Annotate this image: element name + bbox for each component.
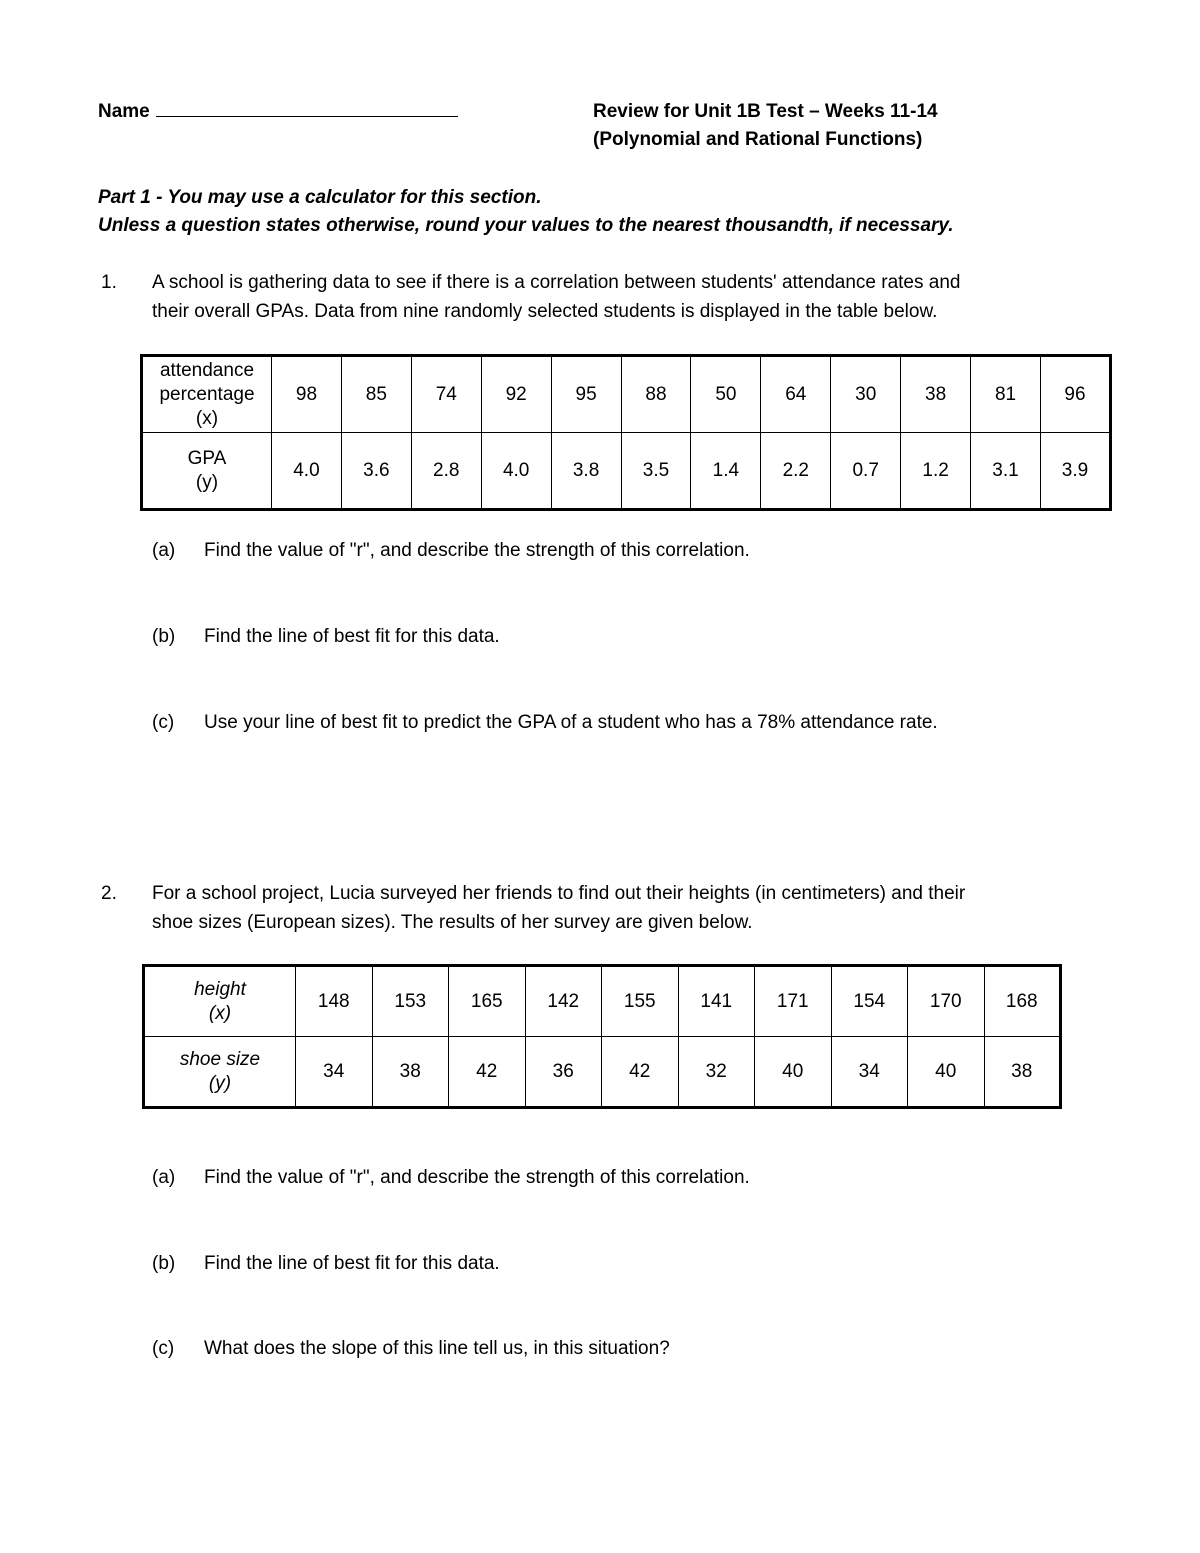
title-line-1: Review for Unit 1B Test – Weeks 11-14 bbox=[593, 101, 938, 122]
table-cell: 40 bbox=[908, 1037, 985, 1108]
table-cell: 32 bbox=[678, 1037, 755, 1108]
table-cell: 0.7 bbox=[831, 433, 901, 510]
table-cell: 165 bbox=[449, 966, 526, 1037]
table-cell: 155 bbox=[602, 966, 679, 1037]
q2-part-b bbox=[152, 1250, 1112, 1278]
table-cell: 38 bbox=[984, 1037, 1061, 1108]
q2-prompt-line-2: shoe sizes (European sizes). The results of her survey are given below. bbox=[152, 912, 753, 933]
instructions bbox=[98, 184, 954, 240]
table-cell: 98 bbox=[272, 356, 342, 433]
name-label: Name bbox=[98, 101, 150, 122]
q1-row-x bbox=[142, 356, 1111, 433]
name-blank[interactable] bbox=[156, 100, 458, 117]
q1-row-y bbox=[142, 433, 1111, 510]
q2-number: 2. bbox=[101, 883, 117, 904]
table-cell: 34 bbox=[296, 1037, 373, 1108]
table-cell: 34 bbox=[831, 1037, 908, 1108]
part-text: Find the value of "r", and describe the strength of this correlation. bbox=[204, 540, 750, 561]
table-cell: 3.9 bbox=[1040, 433, 1110, 510]
table-cell: 30 bbox=[831, 356, 901, 433]
table-cell: 148 bbox=[296, 966, 373, 1037]
q2-x-header bbox=[144, 966, 296, 1037]
q2-y-header bbox=[144, 1037, 296, 1108]
q1-y-header bbox=[142, 433, 272, 510]
q2-part-c bbox=[152, 1335, 1112, 1363]
page-title bbox=[593, 98, 938, 154]
instruction-line-2: Unless a question states otherwise, round your values to the nearest thousandth, if necessary. bbox=[98, 215, 954, 236]
q2-data-table bbox=[142, 964, 1062, 1109]
table-cell: 36 bbox=[525, 1037, 602, 1108]
q1-part-a bbox=[152, 537, 1112, 565]
q1-y-header-line: GPA bbox=[187, 447, 227, 469]
q1-data-table bbox=[140, 354, 1112, 511]
q2-row-y bbox=[144, 1037, 1061, 1108]
table-cell: 170 bbox=[908, 966, 985, 1037]
table-cell: 96 bbox=[1040, 356, 1110, 433]
part-text: Use your line of best fit to predict the GPA of a student who has a 78% attendance rate. bbox=[204, 712, 938, 733]
q2-prompt bbox=[152, 879, 1112, 937]
table-cell: 4.0 bbox=[272, 433, 342, 510]
q1-prompt-line-2: their overall GPAs. Data from nine randomly selected students is displayed in the table below. bbox=[152, 301, 938, 322]
q1-x-header-line: percentage bbox=[159, 383, 255, 405]
q1-part-c bbox=[152, 709, 1112, 737]
q2-y-header-line: (y) bbox=[208, 1072, 232, 1094]
table-cell: 3.5 bbox=[621, 433, 691, 510]
table-cell: 2.8 bbox=[411, 433, 481, 510]
table-cell: 50 bbox=[691, 356, 761, 433]
table-cell: 92 bbox=[481, 356, 551, 433]
table-cell: 142 bbox=[525, 966, 602, 1037]
table-cell: 95 bbox=[551, 356, 621, 433]
part-label: (c) bbox=[152, 712, 175, 733]
table-cell: 38 bbox=[372, 1037, 449, 1108]
table-cell: 42 bbox=[449, 1037, 526, 1108]
q1-prompt bbox=[152, 268, 1112, 326]
table-cell: 40 bbox=[755, 1037, 832, 1108]
table-cell: 3.1 bbox=[971, 433, 1041, 510]
table-cell: 4.0 bbox=[481, 433, 551, 510]
q1-prompt-line-1: A school is gathering data to see if there is a correlation between students' attendance rates and bbox=[152, 272, 961, 293]
table-cell: 3.6 bbox=[341, 433, 411, 510]
part-label: (b) bbox=[152, 626, 176, 647]
table-cell: 64 bbox=[761, 356, 831, 433]
q2-y-header-line: shoe size bbox=[179, 1048, 261, 1070]
part-text: Find the value of "r", and describe the strength of this correlation. bbox=[204, 1167, 750, 1188]
q1-y-header-line: (y) bbox=[195, 471, 219, 493]
table-cell: 153 bbox=[372, 966, 449, 1037]
part-label: (a) bbox=[152, 540, 176, 561]
q1-x-header bbox=[142, 356, 272, 433]
table-cell: 81 bbox=[971, 356, 1041, 433]
q1-number: 1. bbox=[101, 272, 117, 293]
part-label: (a) bbox=[152, 1167, 176, 1188]
part-text: Find the line of best fit for this data. bbox=[204, 626, 500, 647]
table-cell: 141 bbox=[678, 966, 755, 1037]
part-text: Find the line of best fit for this data. bbox=[204, 1253, 500, 1274]
q2-prompt-line-1: For a school project, Lucia surveyed her friends to find out their heights (in centimeters) and their bbox=[152, 883, 966, 904]
table-cell: 168 bbox=[984, 966, 1061, 1037]
name-field bbox=[98, 98, 458, 126]
table-cell: 154 bbox=[831, 966, 908, 1037]
q1-x-header-line: attendance bbox=[159, 359, 255, 381]
table-cell: 85 bbox=[341, 356, 411, 433]
table-cell: 3.8 bbox=[551, 433, 621, 510]
table-cell: 2.2 bbox=[761, 433, 831, 510]
table-cell: 1.4 bbox=[691, 433, 761, 510]
q1-x-header-line: (x) bbox=[195, 407, 219, 429]
table-cell: 38 bbox=[901, 356, 971, 433]
instruction-line-1: Part 1 - You may use a calculator for this section. bbox=[98, 187, 542, 208]
table-cell: 171 bbox=[755, 966, 832, 1037]
table-cell: 42 bbox=[602, 1037, 679, 1108]
q1-part-b bbox=[152, 623, 1112, 651]
q2-x-header-line: (x) bbox=[208, 1002, 232, 1024]
title-line-2: (Polynomial and Rational Functions) bbox=[593, 129, 923, 150]
table-cell: 74 bbox=[411, 356, 481, 433]
part-label: (b) bbox=[152, 1253, 176, 1274]
q2-row-x bbox=[144, 966, 1061, 1037]
q2-part-a bbox=[152, 1164, 1112, 1192]
part-label: (c) bbox=[152, 1338, 175, 1359]
table-cell: 88 bbox=[621, 356, 691, 433]
part-text: What does the slope of this line tell us, in this situation? bbox=[204, 1338, 670, 1359]
table-cell: 1.2 bbox=[901, 433, 971, 510]
q2-x-header-line: height bbox=[194, 978, 246, 1000]
